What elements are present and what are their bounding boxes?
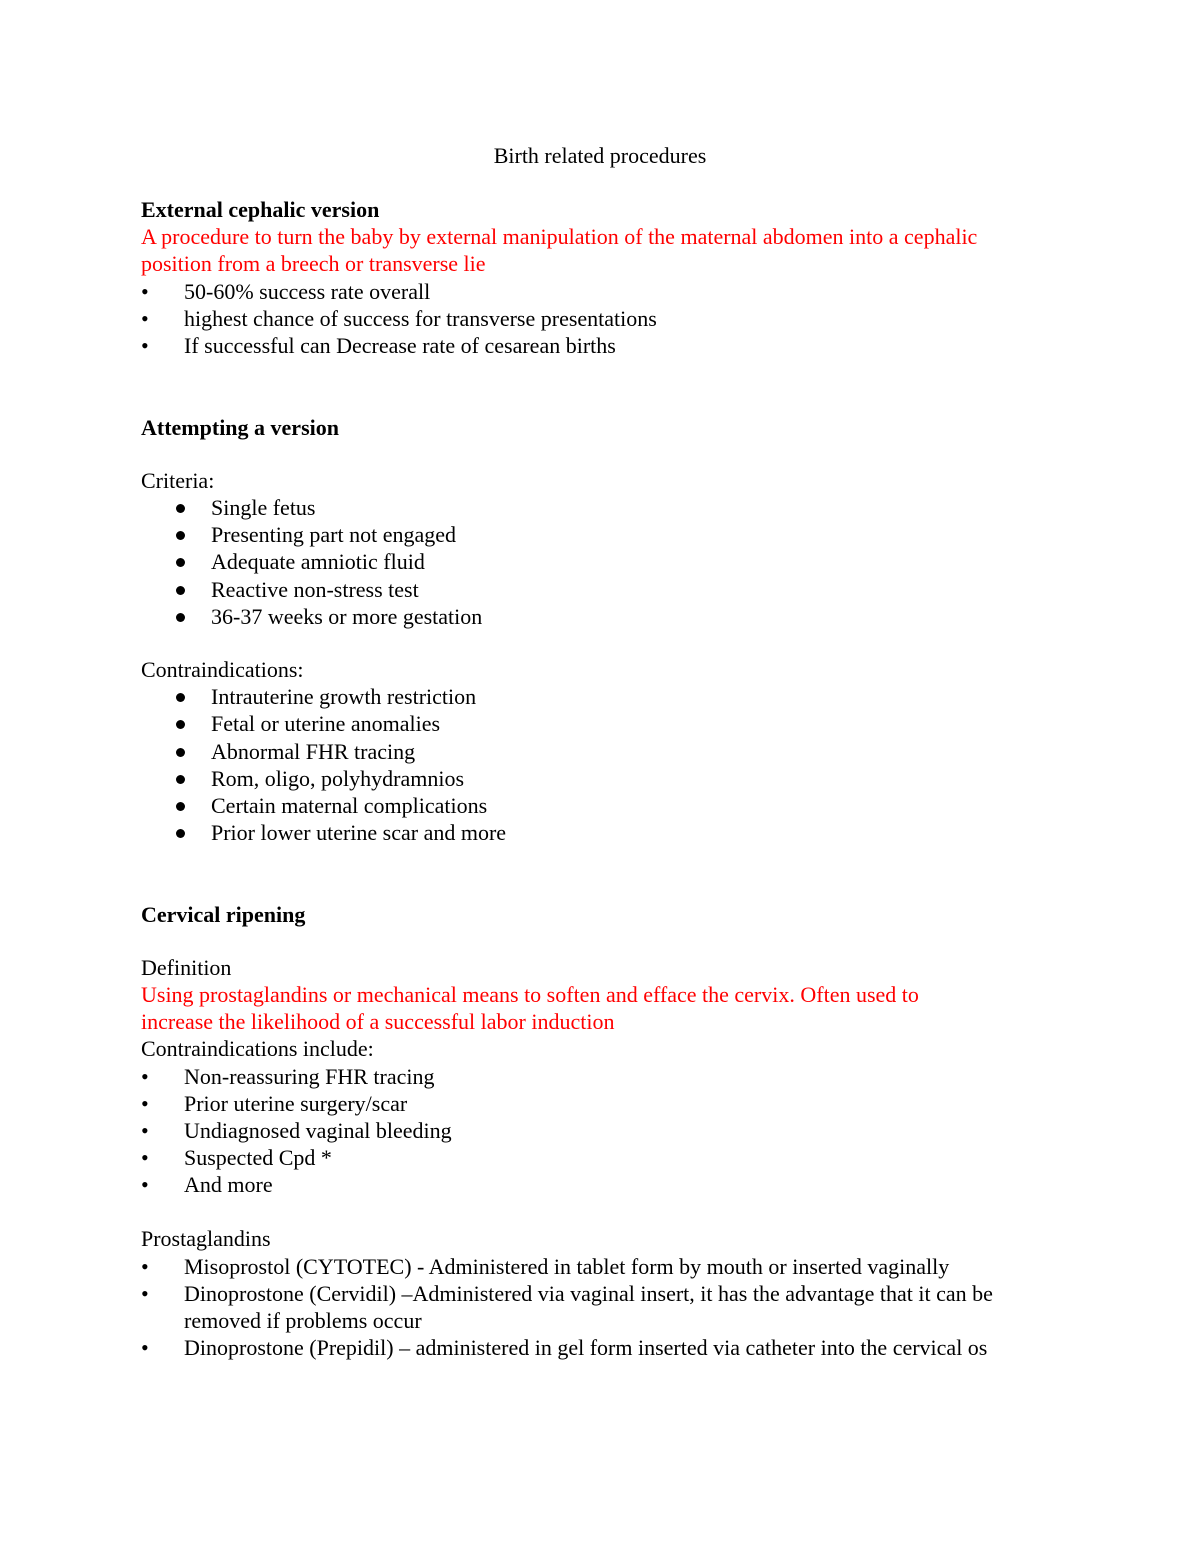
list-item-text: removed if problems occur [184, 1308, 422, 1333]
bullet-icon: • [141, 279, 149, 304]
bullet-dot-icon [176, 504, 185, 513]
document-title: Birth related procedures [493, 143, 707, 168]
definition-label: Definition [141, 955, 232, 980]
section-heading-attempt: Attempting a version [141, 415, 339, 440]
bullet-icon: • [141, 1091, 149, 1116]
list-item-text: Non-reassuring FHR tracing [184, 1064, 435, 1089]
list-item-text: If successful can Decrease rate of cesarean births [184, 333, 616, 358]
bullet-dot-icon [176, 802, 185, 811]
list-item-text: Misoprostol (CYTOTEC) - Administered in tablet form by mouth or inserted vaginally [184, 1254, 950, 1279]
list-item-text: highest chance of success for transverse presentations [184, 306, 657, 331]
ecv-definition-line-1: A procedure to turn the baby by external manipulation of the maternal abdomen into a cephalic [141, 224, 978, 249]
bullet-dot-icon [176, 829, 185, 838]
list-item-text: Rom, oligo, polyhydramnios [211, 766, 464, 791]
list-item-text: 36-37 weeks or more gestation [211, 604, 483, 629]
ecv-definition-line-2: position from a breech or transverse lie [141, 251, 486, 276]
contraindications-label: Contraindications: [141, 657, 304, 682]
ripening-definition-line-1: Using prostaglandins or mechanical means to soften and efface the cervix. Often used to [141, 982, 919, 1007]
list-item-text: Fetal or uterine anomalies [211, 711, 441, 736]
bullet-dot-icon [176, 613, 185, 622]
list-item-text: Prior uterine surgery/scar [184, 1091, 408, 1116]
list-item-text: Dinoprostone (Prepidil) – administered in gel form inserted via catheter into the cervical os [184, 1335, 988, 1360]
bullet-icon: • [141, 1254, 149, 1279]
bullet-icon: • [141, 1281, 149, 1306]
bullet-icon: • [141, 1118, 149, 1143]
bullet-dot-icon [176, 586, 185, 595]
list-item-text: Presenting part not engaged [211, 522, 456, 547]
bullet-dot-icon [176, 558, 185, 567]
list-item-text: Single fetus [211, 495, 316, 520]
bullet-icon: • [141, 306, 149, 331]
section-heading-ripening: Cervical ripening [141, 902, 306, 927]
bullet-icon: • [141, 1172, 149, 1197]
list-item-text: Undiagnosed vaginal bleeding [184, 1118, 452, 1143]
list-item-text: Reactive non-stress test [211, 577, 419, 602]
bullet-dot-icon [176, 748, 185, 757]
list-item-text: Suspected Cpd * [184, 1145, 332, 1170]
section-heading-ecv: External cephalic version [141, 197, 380, 222]
list-item-text: Intrauterine growth restriction [211, 684, 477, 709]
ripening-definition-line-2: increase the likelihood of a successful labor induction [141, 1009, 615, 1034]
bullet-dot-icon [176, 720, 185, 729]
list-item-text: And more [184, 1172, 273, 1197]
list-item-text: Dinoprostone (Cervidil) –Administered via vaginal insert, it has the advantage that it can be [184, 1281, 993, 1306]
criteria-label: Criteria: [141, 468, 215, 493]
bullet-dot-icon [176, 775, 185, 784]
prostaglandins-label: Prostaglandins [141, 1226, 271, 1251]
bullet-icon: • [141, 333, 149, 358]
bullet-dot-icon [176, 693, 185, 702]
bullet-icon: • [141, 1145, 149, 1170]
list-item-text: Abnormal FHR tracing [211, 739, 416, 764]
contraindications-include-label: Contraindications include: [141, 1036, 374, 1061]
list-item-text: Adequate amniotic fluid [211, 549, 425, 574]
list-item-text: Certain maternal complications [211, 793, 488, 818]
list-item-text: Prior lower uterine scar and more [211, 820, 507, 845]
bullet-icon: • [141, 1335, 149, 1360]
bullet-icon: • [141, 1064, 149, 1089]
bullet-dot-icon [176, 531, 185, 540]
list-item-text: 50-60% success rate overall [184, 279, 431, 304]
